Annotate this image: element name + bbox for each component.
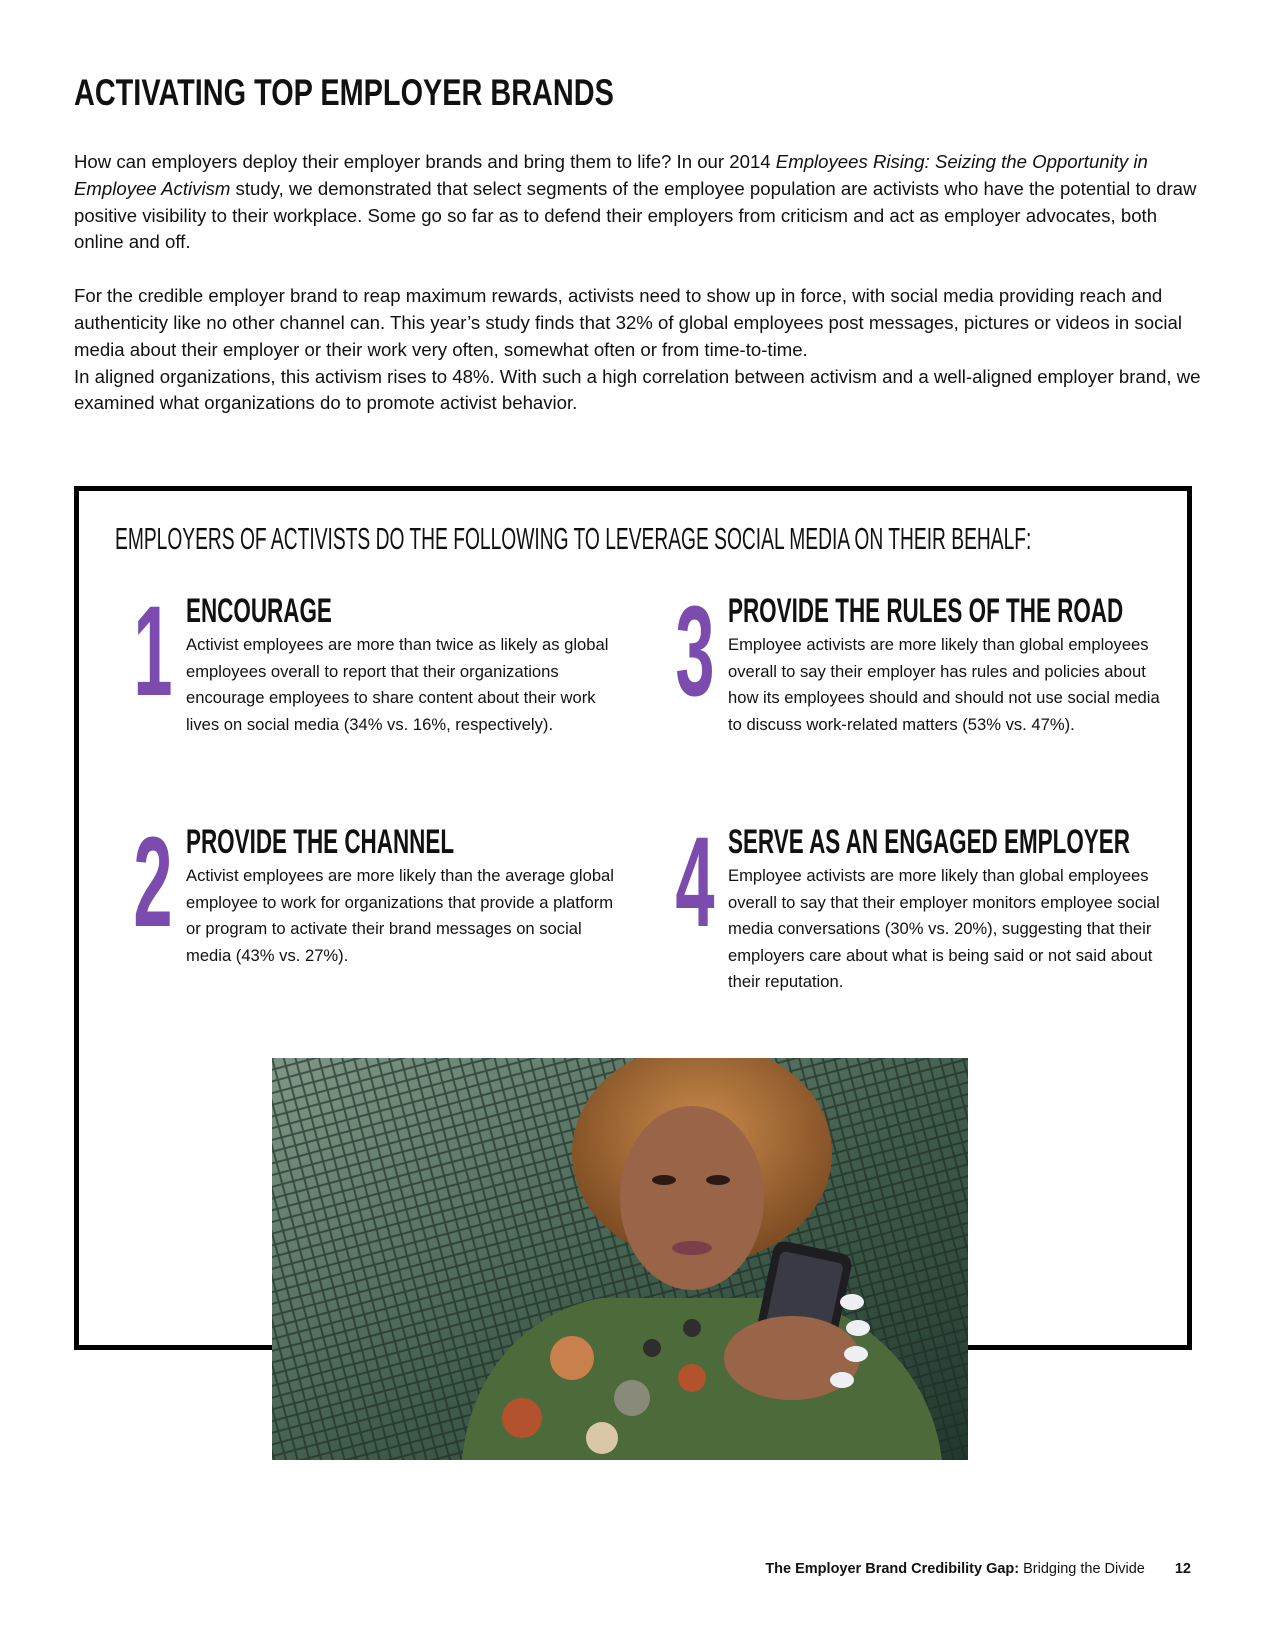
intro-p1-text: How can employers deploy their employer brands and bring them to life? In our 2014 [74, 151, 776, 172]
item-title: PROVIDE THE RULES OF THE ROAD [728, 592, 1124, 630]
item-body: Employee activists are more likely than global employees overall to say that their employer monitors employee social media conversations (30% vs. 20%), suggesting that their employers care about what is being said or not said about their reputation. [728, 866, 1160, 992]
intro-p2-text: For the credible employer brand to reap maximum rewards, activists need to show up in force, with social media providing reach and authenticity like no other channel can. This year’s study finds that 32% of global employees post messages, pictures or videos in social media about their employer or their work very often, somewhat often or from time-to-time. [74, 285, 1182, 360]
intro-p1-text-continued: study, we demonstrated that select segments of the employee population are activists who have the potential to draw positive visibility to their workplace. Some go so far as to defend their employers from criticism and act as employer advocates, both online and off. [74, 177, 1197, 253]
item-number: 2 [133, 811, 173, 954]
item-body: Activist employees are more than twice as likely as global employees overall to report that their organizations encourage employees to share content about their work lives on social media (34% vs. 16%, respectively). [186, 635, 609, 734]
item-body: Activist employees are more likely than the average global employee to work for organizations that provide a platform or program to activate their brand messages on social media (43% vs. 27%). [186, 866, 614, 965]
photo-illustration [272, 1058, 968, 1460]
item-body: Employee activists are more likely than global employees overall to say their employer has rules and policies about how its employees should and should not use social media to discuss work-related matters (53% vs. 47%). [728, 635, 1160, 734]
item-title: ENCOURAGE [186, 592, 332, 630]
page-title: ACTIVATING TOP EMPLOYER BRANDS [74, 72, 614, 113]
item-number: 4 [675, 811, 715, 954]
intro-p2-text-continued: In aligned organizations, this activism rises to 48%. With such a high correlation between activism and a well-aligned employer brand, we examined what organizations do to promote activist behavior. [74, 365, 1201, 414]
footer-report-title: The Employer Brand Credibility Gap: [765, 1561, 1020, 1577]
list-item-engaged-employer [675, 811, 1168, 996]
woman-using-smartphone-photo [272, 1058, 968, 1460]
page-number: 12 [1174, 1561, 1191, 1577]
intro-text [74, 149, 1204, 444]
footer-report-subtitle: Bridging the Divide [1019, 1561, 1145, 1577]
callout-heading: EMPLOYERS OF ACTIVISTS DO THE FOLLOWING TO LEVERAGE SOCIAL MEDIA ON THEIR BEHALF: [115, 521, 1032, 556]
item-number: 1 [133, 580, 173, 723]
list-item-encourage [133, 580, 626, 738]
item-number: 3 [675, 580, 715, 723]
item-title: SERVE AS AN ENGAGED EMPLOYER [728, 823, 1130, 861]
list-item-provide-the-channel [133, 811, 626, 969]
list-item-rules-of-the-road [675, 580, 1168, 738]
intro-paragraph-2 [74, 283, 1204, 417]
study-title-italic: Employees Rising: Seizing the Opportunity in Employee Activism [74, 151, 1148, 199]
item-title: PROVIDE THE CHANNEL [186, 823, 455, 861]
page-footer [765, 1561, 1191, 1577]
intro-paragraph-1 [74, 149, 1204, 256]
